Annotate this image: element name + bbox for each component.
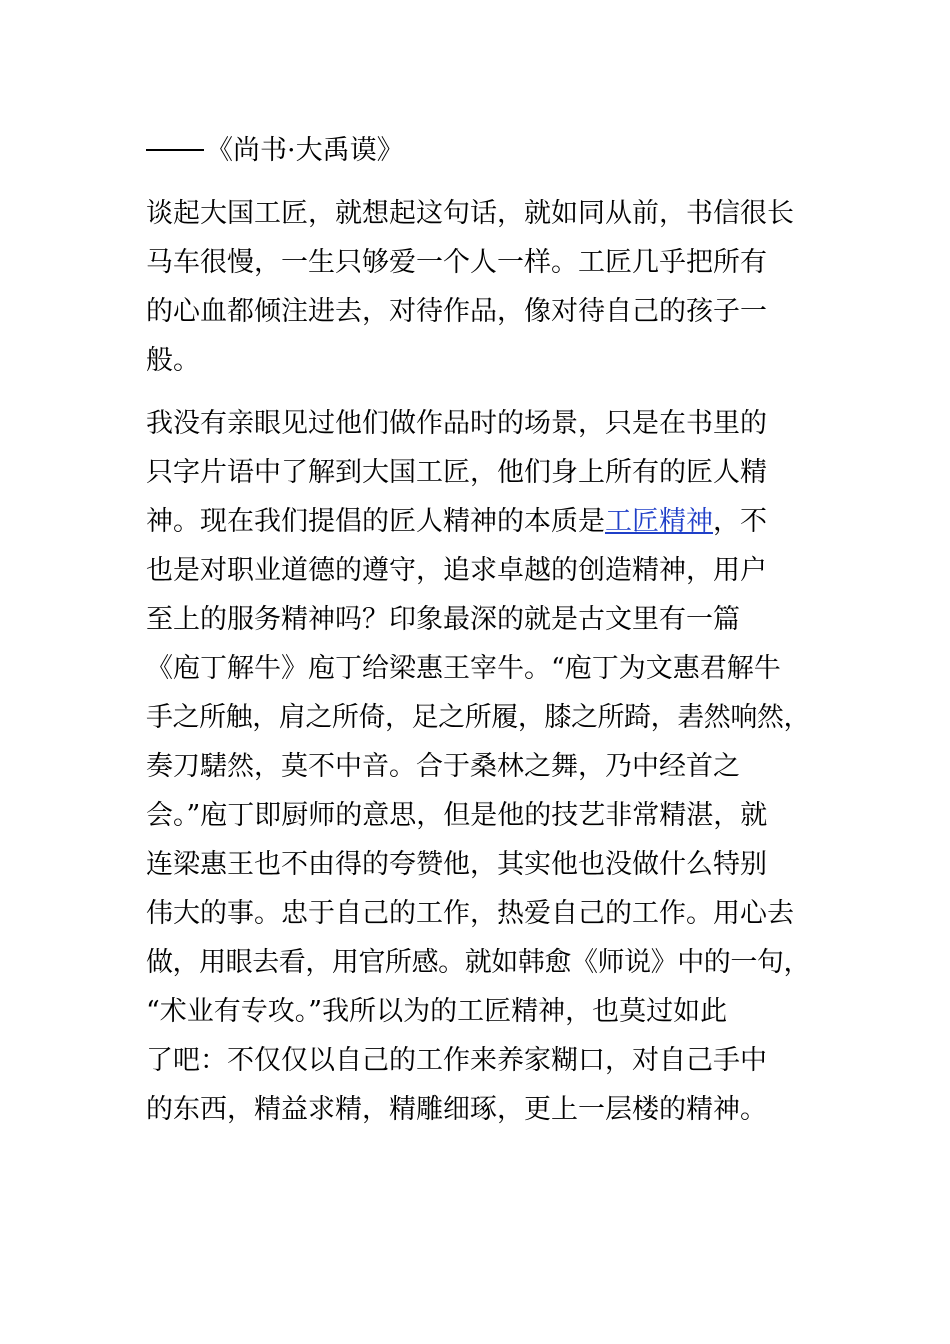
paragraph-line: 会。”庖丁即厨师的意思，但是他的技艺非常精湛，就 bbox=[146, 800, 768, 831]
paragraph-line: “术业有专攻。”我所以为的工匠精神，也莫过如此 bbox=[146, 996, 728, 1027]
document-page bbox=[146, 126, 810, 1148]
paragraph-line: 奏刀騞然，莫不中音。合于桑林之舞，乃中经首之 bbox=[146, 751, 740, 782]
paragraph-line: 谈起大国工匠，就想起这句话，就如同从前，书信很长 bbox=[146, 198, 794, 229]
paragraph-line: 我没有亲眼见过他们做作品时的场景，只是在书里的 bbox=[146, 408, 767, 439]
paragraph-line: 伟大的事。忠于自己的工作，热爱自己的工作。用心去 bbox=[146, 898, 794, 929]
link-line-after: ，不 bbox=[713, 506, 767, 537]
craftsman-spirit-link[interactable]: 工匠精神 bbox=[605, 506, 713, 537]
paragraph-line: 的东西，精益求精，精雕细琢，更上一层楼的精神。 bbox=[146, 1094, 767, 1125]
paragraph-line: 《庖丁解牛》庖丁给梁惠王宰牛。“庖丁为文惠君解牛 bbox=[146, 653, 781, 684]
paragraph-line: 只字片语中了解到大国工匠，他们身上所有的匠人精 bbox=[146, 457, 767, 488]
paragraph-line: 也是对职业道德的遵守，追求卓越的创造精神，用户 bbox=[146, 555, 767, 586]
attribution-source: 《尚书·大禹谟》 bbox=[206, 135, 404, 166]
link-line-before: 神。现在我们提倡的匠人精神的本质是 bbox=[146, 506, 605, 537]
paragraph-line: 做，用眼去看，用官所感。就如韩愈《师说》中的一句， bbox=[146, 947, 810, 978]
paragraph-line: 至上的服务精神吗？印象最深的就是古文里有一篇 bbox=[146, 604, 740, 635]
paragraph-1 bbox=[146, 189, 810, 385]
quote-attribution bbox=[146, 126, 810, 175]
paragraph-line: 手之所触，肩之所倚，足之所履，膝之所踦，砉然响然， bbox=[146, 702, 810, 733]
paragraph-line-with-link bbox=[146, 497, 810, 546]
paragraph-line: 的心血都倾注进去，对待作品，像对待自己的孩子一 bbox=[146, 296, 767, 327]
em-dash-rule bbox=[146, 149, 204, 151]
paragraph-2 bbox=[146, 399, 810, 1134]
paragraph-line: 了吧：不仅仅以自己的工作来养家糊口，对自己手中 bbox=[146, 1045, 767, 1076]
paragraph-line: 连梁惠王也不由得的夸赞他，其实他也没做什么特别 bbox=[146, 849, 767, 880]
paragraph-line: 马车很慢，一生只够爱一个人一样。工匠几乎把所有 bbox=[146, 247, 767, 278]
paragraph-line: 般。 bbox=[146, 345, 200, 376]
